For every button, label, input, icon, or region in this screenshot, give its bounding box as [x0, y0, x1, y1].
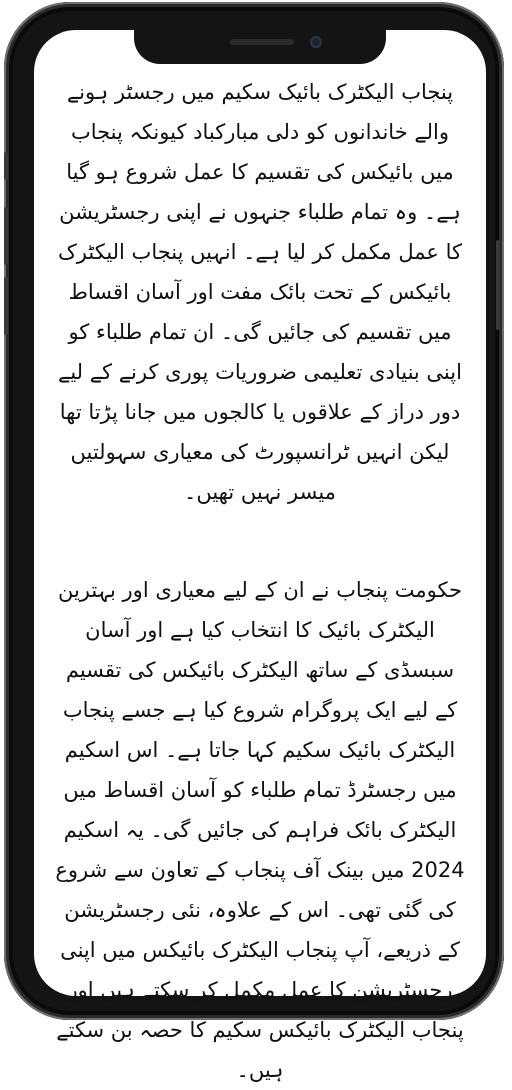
phone-screen[interactable] — [34, 30, 486, 1082]
phone-frame — [4, 2, 504, 1082]
article-paragraph-1: پنجاب الیکٹرک بائیک سکیم میں رجسٹر ہونے والے خاندانوں کو دلی مبارکباد کیونکہ پنجاب میں بائیکس کی تقسیم کا عمل شروع ہو گیا ہے۔ وہ تمام طلباء جنہوں نے اپنی رجسٹریشن کا عمل مکمل کر لیا ہے۔ انہیں پنجاب الیکٹرک بائیکس کے تحت بائک مفت اور آسان اقساط میں تقسیم کی جائیں گی۔ ان تمام طلباء کو اپنی بنیادی تعلیمی ضروریات پوری کرنے کے لیے دور دراز کے علاقوں یا کالجوں میں جانا پڑتا تھا لیکن انہیں ٹرانسپورٹ کی معیاری سہولتیں میسر نہیں تھیں۔ — [58, 80, 462, 504]
article-paragraph-2: حکومت پنجاب نے ان کے لیے معیاری اور بہترین الیکٹرک بائیک کا انتخاب کیا ہے اور آسان سبسڈی کے ساتھ الیکٹرک بائیکس کی تقسیم کے لیے ایک پروگرام شروع کیا ہے جسے پنجاب الیکٹرک بائیک سکیم کہا جاتا ہے۔ اس اسکیم میں رجسٹرڈ تمام طلباء کو آسان اقساط میں الیکٹرک بائک فراہم کی جائیں گی۔ یہ اسکیم 2024 میں بینک آف پنجاب کے تعاون سے شروع کی گئی تھی۔ اس کے علاوہ، نئی رجسٹریشن کے ذریعے، آپ پنجاب الیکٹرک بائیکس میں اپنی رجسٹریشن کا عمل مکمل کر سکتے ہیں اور پنجاب الیکٹرک بائیکس سکیم کا حصہ بن سکتے ہیں۔ — [55, 578, 465, 1082]
speaker-grille-icon — [230, 39, 294, 45]
mute-switch — [4, 152, 8, 180]
volume-down-button — [4, 277, 8, 335]
notch — [134, 30, 386, 64]
article-text — [52, 72, 468, 1090]
front-camera-icon — [310, 36, 322, 48]
volume-up-button — [4, 207, 8, 265]
power-button — [496, 240, 500, 330]
